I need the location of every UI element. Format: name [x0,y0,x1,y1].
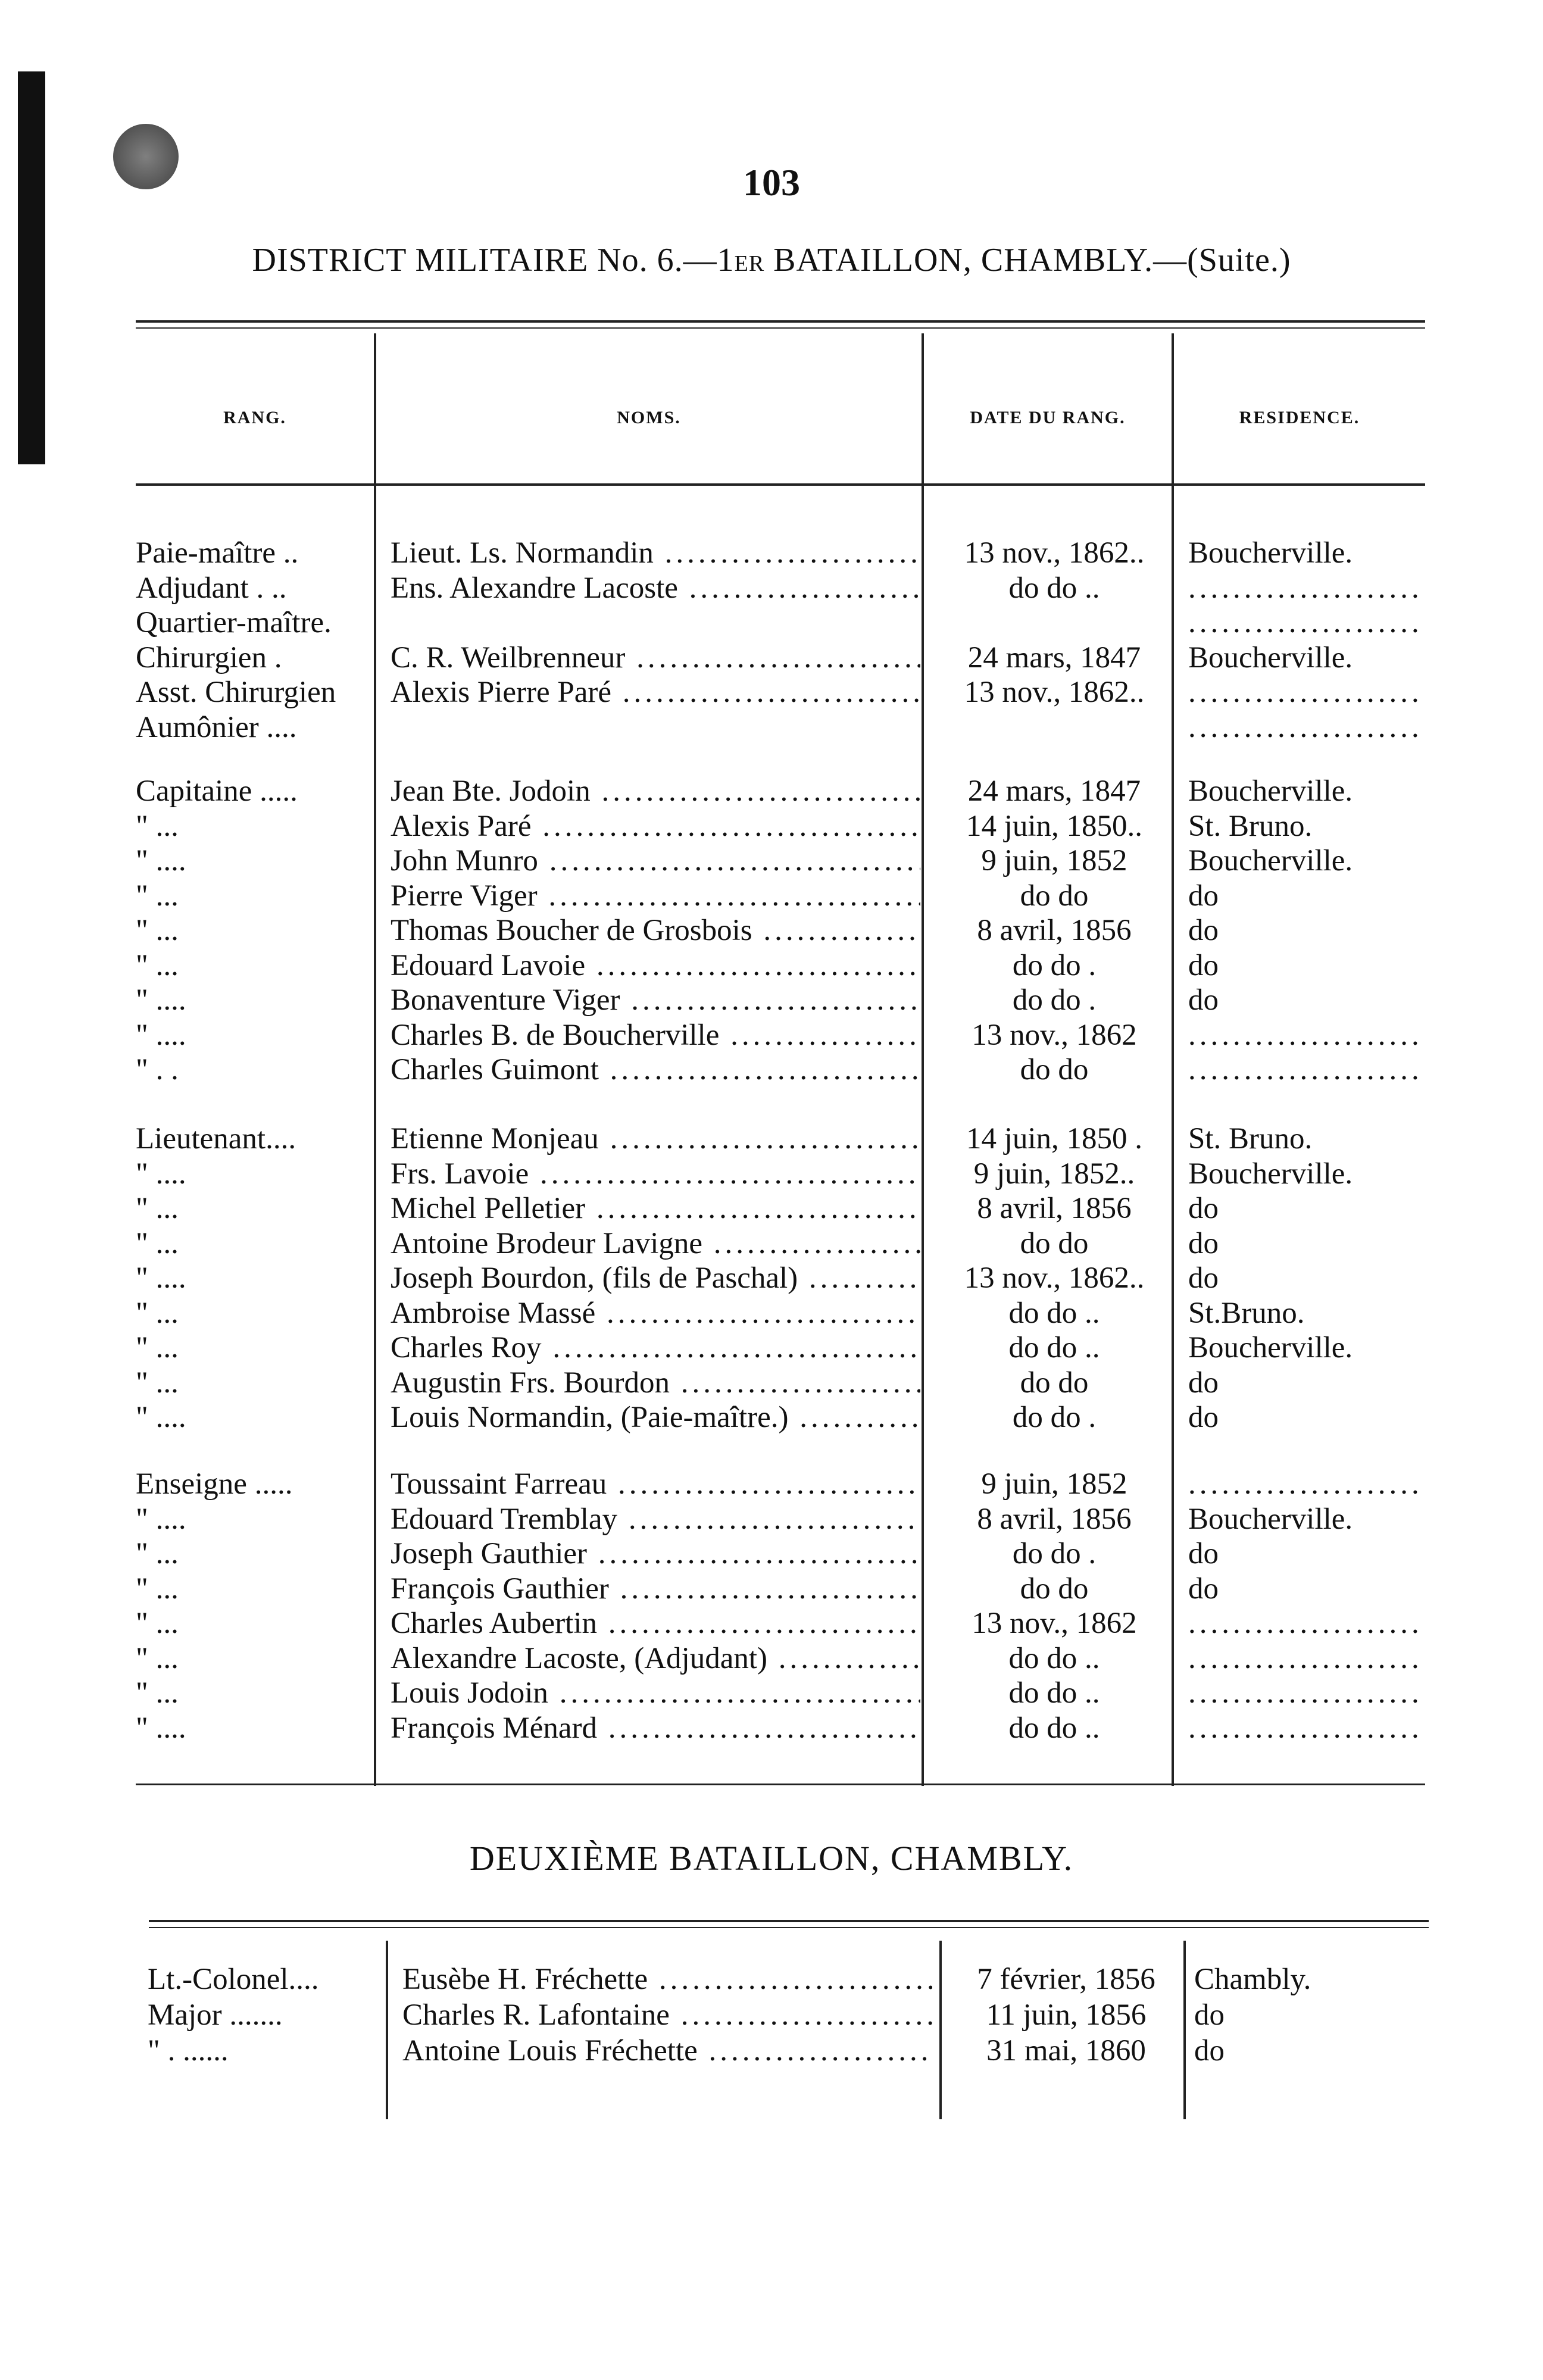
nom-cell: Louis Normandin, (Paie-maître.) ..... [391,1400,920,1435]
rang-cell: Lt.-Colonel.... [148,1963,319,1996]
rang-cell: " .... [136,1502,186,1536]
page-title [0,241,1543,279]
residence-cell: do [1188,983,1219,1017]
col-header-rang: RANG. [223,408,286,427]
residence-cell: do [1188,1192,1219,1225]
nom-cell: François Gauthier ..... [391,1572,920,1606]
nom-cell: Eusèbe H. Fréchette ..... [402,1962,932,1997]
col-divider-1 [374,333,376,1786]
residence-cell [1188,571,1424,605]
rang-cell: " .... [136,983,186,1017]
table-bottom-rule [136,1784,1425,1785]
date-cell: 11 juin, 1856 [986,1998,1147,2032]
nom-cell: Charles Roy ..... [391,1330,920,1365]
residence-cell: do [1188,1537,1219,1570]
nom-cell: Thomas Boucher de Grosbois ..... [391,913,920,948]
rang-cell: " ... [136,1366,179,1400]
date-cell: do do .. [1008,1331,1100,1364]
nom-cell: Edouard Tremblay ..... [391,1502,920,1536]
nom-cell: Joseph Bourdon, (fils de Paschal) ..... [391,1261,920,1295]
rang-cell: " .... [136,1018,186,1052]
rang-cell: " . ...... [148,2034,229,2067]
nom-cell: Alexis Pierre Paré ..... [391,675,920,710]
nom-cell: Charles Guimont ..... [391,1052,920,1087]
nom-cell: Pierre Viger ..... [391,879,920,913]
nom-cell: Charles B. de Boucherville ..... [391,1018,920,1052]
date-cell: 31 mai, 1860 [986,2034,1146,2067]
nom-cell: Alexis Paré ..... [391,809,920,844]
header-bottom-rule [136,483,1425,486]
date-cell: do do . [1012,948,1097,982]
residence-cell [1188,1676,1424,1710]
residence-cell [1188,710,1424,745]
residence-cell: Chambly. [1194,1963,1311,1996]
residence-cell [1188,1606,1424,1641]
residence-cell: do [1188,1261,1219,1295]
residence-cell: do [1194,1998,1225,2032]
residence-cell: Boucherville. [1188,1157,1353,1191]
rang-cell: " ... [136,809,179,843]
rang-cell: " ... [136,1676,179,1710]
nom-cell: Lieut. Ls. Normandin ..... [391,536,920,570]
rang-cell: " ... [136,879,179,913]
date-cell: do do . [1012,983,1097,1017]
date-cell: 8 avril, 1856 [977,914,1132,947]
residence-cell: do [1188,1226,1219,1260]
rang-cell: Lieutenant.... [136,1122,296,1155]
rang-cell: " ... [136,1192,179,1225]
nom-cell: Ens. Alexandre Lacoste ..... [391,571,920,605]
rang-cell: " ... [136,1641,179,1675]
rang-cell: " ... [136,914,179,947]
nom-cell: Charles R. Lafontaine ..... [402,1998,932,2032]
title-part1: DISTRICT MILITAIRE No. 6.—1 [252,242,735,279]
residence-cell: Boucherville. [1188,1331,1353,1364]
residence-cell [1188,1018,1424,1052]
residence-cell [1188,605,1424,640]
residence-cell: Boucherville. [1188,1502,1353,1536]
section2-top-rule [149,1920,1429,1922]
residence-cell [1188,1641,1424,1676]
date-cell: 9 juin, 1852 [981,844,1127,877]
date-cell: 24 mars, 1847 [967,641,1141,674]
nom-cell: Alexandre Lacoste, (Adjudant) ..... [391,1641,920,1676]
nom-cell: Jean Bte. Jodoin ..... [391,774,920,808]
nom-cell: Joseph Gauthier ..... [391,1536,920,1571]
residence-cell: St.Bruno. [1188,1296,1305,1330]
date-cell: do do . [1012,1401,1097,1434]
date-cell: 8 avril, 1856 [977,1502,1132,1536]
title-superscript: ER [734,251,765,276]
rang-cell: " ... [136,1296,179,1330]
residence-cell: do [1188,948,1219,982]
col-header-date: DATE DU RANG. [970,408,1126,427]
rang-cell: " .... [136,1157,186,1191]
col-header-residence: RESIDENCE. [1239,408,1360,427]
residence-cell: Boucherville. [1188,536,1353,570]
nom-cell: Louis Jodoin ..... [391,1676,920,1710]
date-cell: do do .. [1008,1641,1100,1675]
rang-cell: " .... [136,1711,186,1745]
nom-cell: Frs. Lavoie ..... [391,1157,920,1191]
residence-cell: do [1188,879,1219,913]
rang-cell: " ... [136,1572,179,1606]
title-part2: BATAILLON, CHAMBLY.—(Suite.) [764,242,1291,279]
nom-cell: François Ménard ..... [391,1711,920,1745]
date-cell: 9 juin, 1852 [981,1467,1127,1501]
nom-cell: Ambroise Massé ..... [391,1296,920,1330]
s2-col-divider-1 [386,1941,388,2119]
date-cell: 8 avril, 1856 [977,1192,1132,1225]
date-cell: do do [1020,879,1089,913]
date-cell: do do [1020,1053,1089,1086]
residence-cell: do [1194,2034,1225,2067]
date-cell: do do .. [1008,1296,1100,1330]
col-divider-3 [1172,333,1174,1786]
rang-cell: Paie-maître .. [136,536,299,570]
residence-cell [1188,1467,1424,1501]
residence-cell: do [1188,914,1219,947]
residence-cell: do [1188,1401,1219,1434]
page-number: 103 [743,161,800,204]
date-cell: 14 juin, 1850.. [966,809,1143,843]
rang-cell: Chirurgien . [136,641,282,674]
nom-cell: Bonaventure Viger ..... [391,983,920,1017]
rang-cell: " . . [136,1053,179,1086]
date-cell: 14 juin, 1850 . [966,1122,1143,1155]
residence-cell: do [1188,1366,1219,1400]
date-cell: 9 juin, 1852.. [973,1157,1135,1191]
residence-cell: Boucherville. [1188,844,1353,877]
date-cell: 13 nov., 1862 [972,1018,1137,1052]
col-divider-2 [922,333,924,1786]
date-cell: 13 nov., 1862 [972,1607,1137,1640]
table-top-rule-2 [136,327,1425,329]
section-title: DEUXIÈME BATAILLON, CHAMBLY. [469,1839,1074,1878]
date-cell: do do .. [1008,1711,1100,1745]
nom-cell: C. R. Weilbrenneur ..... [391,641,920,675]
rang-cell: Quartier-maître. [136,606,332,639]
date-cell: do do [1020,1226,1089,1260]
nom-cell: John Munro ..... [391,844,920,878]
date-cell: 7 février, 1856 [977,1963,1155,1996]
rang-cell: Capitaine ..... [136,774,298,808]
nom-cell: Antoine Louis Fréchette ..... [402,2034,932,2068]
date-cell: do do [1020,1572,1089,1606]
residence-cell [1188,675,1424,710]
rang-cell: Enseigne ..... [136,1467,293,1501]
rang-cell: " .... [136,844,186,877]
date-cell: do do .. [1008,1676,1100,1710]
residence-cell: do [1188,1572,1219,1606]
nom-cell: Toussaint Farreau ..... [391,1467,920,1501]
rang-cell: " ... [136,948,179,982]
rang-cell: " ... [136,1226,179,1260]
rang-cell: " .... [136,1401,186,1434]
rang-cell: Major ....... [148,1998,283,2032]
date-cell: 24 mars, 1847 [967,774,1141,808]
rang-cell: Adjudant . .. [136,571,287,605]
table-top-rule [136,320,1425,323]
rang-cell: " ... [136,1607,179,1640]
col-header-noms: NOMS. [617,408,681,427]
date-cell: 13 nov., 1862.. [964,536,1145,570]
residence-cell: Boucherville. [1188,641,1353,674]
s2-col-divider-2 [939,1941,942,2119]
residence-cell: St. Bruno. [1188,1122,1313,1155]
nom-cell: Augustin Frs. Bourdon ..... [391,1366,920,1400]
nom-cell: Etienne Monjeau ..... [391,1122,920,1156]
section2-top-rule-2 [149,1927,1429,1928]
residence-cell: Boucherville. [1188,774,1353,808]
nom-cell: Charles Aubertin ..... [391,1606,920,1641]
date-cell: 13 nov., 1862.. [964,676,1145,709]
date-cell: do do [1020,1366,1089,1400]
residence-cell [1188,1711,1424,1745]
rang-cell: " ... [136,1537,179,1570]
nom-cell: Antoine Brodeur Lavigne ..... [391,1226,920,1261]
date-cell: do do .. [1008,571,1100,605]
date-cell: 13 nov., 1862.. [964,1261,1145,1295]
date-cell: do do . [1012,1537,1097,1570]
residence-cell: St. Bruno. [1188,809,1313,843]
nom-cell: Michel Pelletier ..... [391,1191,920,1226]
s2-col-divider-3 [1183,1941,1186,2119]
rang-cell: " .... [136,1261,186,1295]
rang-cell: Aumônier .... [136,710,297,744]
residence-cell [1188,1052,1424,1087]
nom-cell: Edouard Lavoie ..... [391,948,920,983]
rang-cell: " ... [136,1331,179,1364]
rang-cell: Asst. Chirurgien [136,676,336,709]
